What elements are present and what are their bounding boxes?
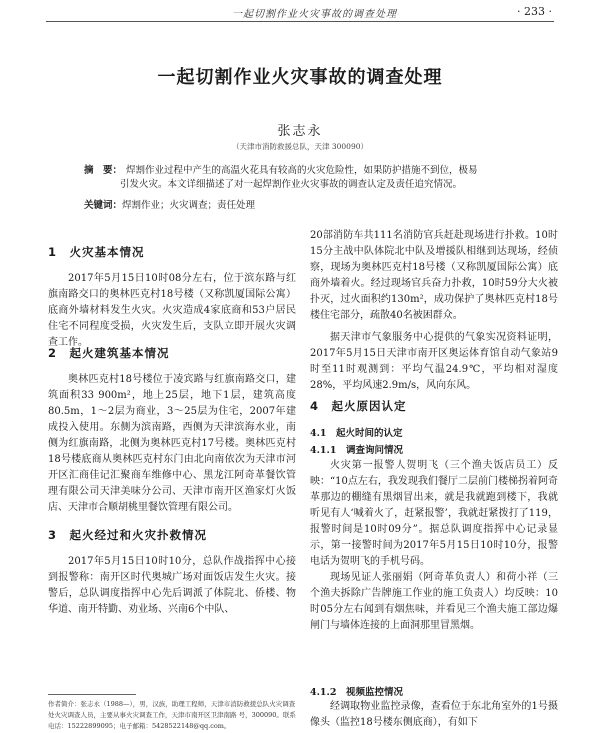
author-footnote: 作者简介：张志永（1988—），男，汉族，助理工程师，天津市消防救援总队火灾调查处火灾调查人员，主要从事火灾调查工作，天津市南开区卫津南路 号，300090。联系电话：15222899095；电子邮箱：5428522148@qq.com。: [48, 700, 296, 730]
keywords-text: 焊割作业；火灾调查；责任处理: [122, 200, 256, 211]
witness-paragraph: 现场见证人张丽娟（阿奇革负责人）和荷小祥（三个渔夫拆除广告牌施工作业的施工负责人）均反映：10时05分左右闻到有烟焦味，并看见三个渔夫施工部边爆闸门与墙体连接的上面洞那里冒黑烟。: [310, 572, 558, 631]
subsection-4-1-2-heading: 4.1.2 视频监控情况: [310, 687, 403, 698]
section-4-heading: 4 起火原因认定: [310, 399, 407, 413]
section-1-heading: 1 火灾基本情况: [48, 245, 145, 259]
rescue-paragraph: 20部消防车共111名消防官兵赶赴现场进行扑救。10时15分主战中队体院北中队及增援队相继到达现场，经侦察，现场为奥林匹克村18号楼（又称凯厦国际公寓）底商外墙着火。经过现场官兵奋力扑救，10时59分大火被扑灭，过火面积约130m²，成功保护了奥林匹克村18号楼住宅部分，疏散40名被困群众。: [310, 230, 558, 321]
section-1-body: [48, 271, 296, 351]
author-name: 张志永: [277, 124, 323, 139]
page-header: [0, 0, 600, 24]
author-affiliation: （天津市消防救援总队，天津 300090）: [231, 142, 368, 151]
page-number: · 233 ·: [517, 5, 552, 18]
abstract-line-1: 焊割作业过程中产生的高温火花具有较高的火灾危险性，如果防护措施不到位，极易: [126, 165, 478, 176]
running-title: 一起切割作业火灾事故的调查处理: [232, 9, 397, 20]
section-3-heading: 3 起火经过和火灾扑救情况: [48, 528, 208, 542]
section-3-continued: [310, 228, 558, 394]
section-1-paragraph: 2017年5月15日10时08分左右，位于滨东路与红旗南路交口的奥林匹克村18号楼（又称凯厦国际公寓）底商外墙材料发生火灾。火灾造成4家底商和53户居民住宅不同程度受损，火灾发生后，支队立即开展火灾调查工作。: [48, 273, 296, 348]
subsection-4-1-heading: 4.1 起火时间的认定: [310, 428, 403, 439]
abstract: [84, 164, 524, 192]
keywords-label: 关键词：: [84, 200, 123, 211]
first-reporter-paragraph: 火灾第一报警人贺明飞（三个渔夫饭店员工）反映：“10点左右，我发现我们餐厅二层前门楼梯拐着阿奇革那边的棚缝有黑烟冒出来，就是我就跑到楼下，我就听见有人‘喊着火了，赶紧报警’，我就赶紧拨打了119，报警时间是10时09分”。据总队调度指挥中心记录显示，第一接警时间为2017年5月15日10时10分，报警电话为贺明飞的手机号码。: [310, 460, 558, 567]
section-4-body: [310, 458, 558, 634]
video-paragraph: 经调取物业监控录像，查看位于东北角室外的1号摄像头（监控18号楼东侧底商），有如下: [310, 701, 558, 728]
section-3-body: [48, 554, 296, 618]
header-rule: [46, 21, 554, 22]
abstract-line-2: 引发火灾。本文详细描述了对一起焊割作业火灾事故的调查认定及责任追究情况。: [120, 179, 463, 190]
abstract-label: 摘 要：: [84, 165, 123, 176]
keywords: [84, 197, 255, 211]
footnote-rule: [48, 694, 136, 695]
weather-paragraph: 据天津市气象服务中心提供的气象实况资料证明，2017年5月15日天津市南开区奥运体育馆自动气象站9时至11时观测到：平均气温24.9℃，平均相对湿度28%，平均风速2.9m/s，风向东风。: [310, 332, 558, 391]
section-2-body: [48, 372, 296, 516]
video-surveillance-body: [310, 699, 558, 731]
section-2-heading: 2 起火建筑基本情况: [48, 346, 170, 360]
section-2-paragraph: 奥林匹克村18号楼位于凌宾路与红旗南路交口，建筑面积33 900m²，地上25层，地下1层，建筑高度80.5m，1～2层为商业，3～25层为住宅，2007年建成投入使用。东侧为滨南路，西侧为天津滨海水业，南侧为红旗南路，北侧为奥林匹克村17号楼。奥林匹克村18号楼底商从奥林匹克村东门由北向南依次为天津市河开区汇商佳记汇聚商车维修中心、黑龙江阿奇革餐饮管理有限公司天津美味分公司、天津市南开区渔家灯火饭店、天津市合顺胡桃里餐饮管理有限公司。: [48, 374, 296, 513]
article-title: 一起切割作业火灾事故的调查处理: [157, 67, 443, 88]
subsection-4-1-1-heading: 4.1.1 调查询问情况: [310, 445, 403, 456]
section-3-paragraph: 2017年5月15日10时10分，总队作战指挥中心接到报警称：南开区时代奥城广场对面饭店发生火灾。接警后，总队调度指挥中心先后调派了体院北、侨楼、物华道、南开特勤、劝业场、兴南6个中队、: [48, 556, 296, 615]
